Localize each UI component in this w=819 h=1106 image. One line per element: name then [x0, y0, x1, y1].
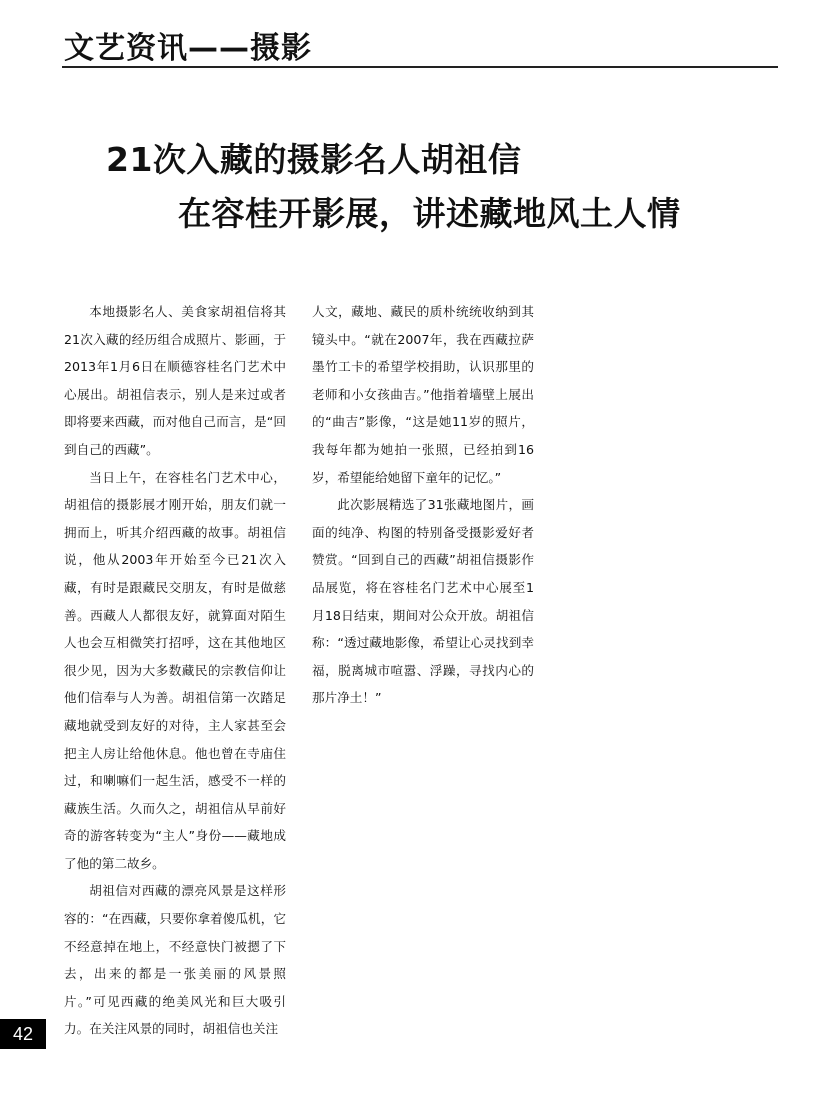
page-number: 42 [0, 1019, 46, 1049]
paragraph: 此次影展精选了31张藏地图片，画面的纯净、构图的特别备受摄影爱好者赞赏。“回到自己的西藏”胡祖信摄影作品展览，将在容桂名门艺术中心展至1月18日结束，期间对公众开放。胡祖信称：“透过藏地影像，希望让心灵找到幸福，脱离城市喧嚣、浮躁，寻找内心的那片净土！” [312, 497, 534, 706]
paragraph: 胡祖信对西藏的漂亮风景是这样形容的：“在西藏，只要你拿着傻瓜机，它不经意掉在地上，不经意快门被摁了下去，出来的都是一张美丽的风景照片。”可见西藏的绝美风光和巨大吸引力。在关注风景的同时，胡祖信也关注 [64, 883, 286, 1037]
article-column-right [312, 298, 534, 712]
paragraph: 本地摄影名人、美食家胡祖信将其21次入藏的经历组合成照片、影画，于2013年1月6日在顺德容桂名门艺术中心展出。胡祖信表示，别人是来过或者即将要来西藏，而对他自己而言，是“回到自己的西藏”。 [64, 304, 286, 457]
article-title-line-2: 在容桂开影展，讲述藏地风土人情 [178, 194, 681, 233]
article-column-left [64, 298, 286, 1043]
header-divider [62, 66, 778, 68]
section-header: 文艺资讯——摄影 [64, 31, 312, 66]
paragraph: 当日上午，在容桂名门艺术中心，胡祖信的摄影展才刚开始，朋友们就一拥而上，听其介绍西藏的故事。胡祖信说，他从2003年开始至今已21次入藏，有时是跟藏民交朋友，有时是做慈善。西藏人人都很友好，就算面对陌生人也会互相微笑打招呼，这在其他地区很少见，因为大多数藏民的宗教信仰让他们信奉与人为善。胡祖信第一次踏足藏地就受到友好的对待，主人家甚至会把主人房让给他休息。他也曾在寺庙住过，和喇嘛们一起生活，感受不一样的藏族生活。久而久之，胡祖信从早前好奇的游客转变为“主人”身份——藏地成了他的第二故乡。 [64, 469, 286, 871]
paragraph-continued: 人文，藏地、藏民的质朴统统收纳到其镜头中。“就在2007年，我在西藏拉萨墨竹工卡的希望学校捐助，认识那里的老师和小女孩曲吉。”他指着墙壁上展出的“曲吉”影像，“这是她11岁的照片，我每年都为她拍一张照，已经拍到16岁，希望能给她留下童年的记忆。” [312, 304, 534, 485]
article-title-line-1: 21次入藏的摄影名人胡祖信 [106, 140, 522, 179]
